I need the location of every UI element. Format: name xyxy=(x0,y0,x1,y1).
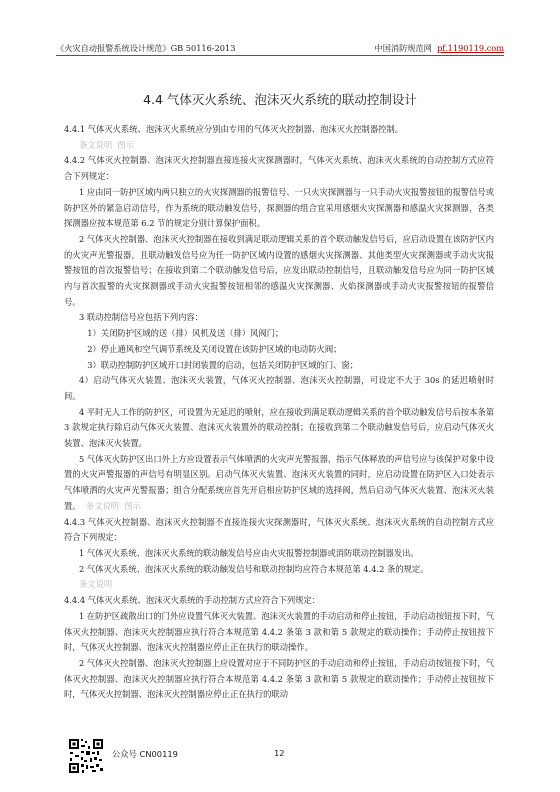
clause-4-4-2-item-1: 1 应由同一防护区域内两只独立的火灾探测器的报警信号、一只火灾探测器与一只手动火灾报警按钮的报警信号或防护区外的紧急启动信号，作为系统的联动触发信号，探测器的组合宜采用感烟火灾探测器和感温火灾探测器，各类探测器应按本规范第 6.2 节的规定分别计算保护面积。 xyxy=(64,186,494,229)
clause-4-4-2-item-3: 3 联动控制信号应包括下列内容： xyxy=(78,312,204,323)
figure-link[interactable]: 图示 xyxy=(124,500,141,511)
page-footer xyxy=(56,738,504,778)
clause-4-4-2-item-3-sub-4: 4）启动气体灭火装置、泡沫灭火装置，气体灭火控制器、泡沫灭火控制器，可设定不大于 30s 的延迟喷射时间。 xyxy=(64,375,494,401)
clause-4-4-1: 4.4.1 气体灭火系统、泡沫灭火系统应分别由专用的气体灭火控制器、泡沫灭火控制器控制。 xyxy=(64,124,404,134)
footer-account: 公众号 CN00119 xyxy=(112,749,178,759)
page-header xyxy=(56,42,504,56)
page-number: 12 xyxy=(274,748,285,758)
clause-links xyxy=(64,138,494,154)
clause-4-4-3-item-2: 2 气体灭火系统、泡沫灭火系统的联动触发信号和联动控制均应符合本规范第 4.4.2 条的规定。 xyxy=(78,563,429,574)
qr-code-icon xyxy=(68,738,104,774)
clause-4-4-2-item-4: 4 平时无人工作的防护区，可设置为无延迟的喷射，应在接收到满足联动逻辑关系的首个联动触发信号后按本条第 3 款规定执行除启动气体灭火装置、泡沫灭火装置外的联动控制；在接收到第二个联动触发信号后，应启动气体灭火装置、泡沫灭火装置。 xyxy=(64,406,494,449)
header-site-name: 中国消防规范网 xyxy=(374,43,432,53)
clause-4-4-4-item-2: 2 气体灭火控制器、泡沫灭火控制器上应设置对应于不同防护区的手动启动和停止按钮，手动启动按钮按下时，气体灭火控制器、泡沫灭火控制器应执行符合本规范第 4.4.2 条第 3 款和第 5 款规定的联动操作；手动停止按钮按下时，气体灭火控制器、泡沫灭火控制器应停止正在执行的联动 xyxy=(64,657,494,700)
clause-4-4-2-item-2: 2 气体灭火控制器、泡沫灭火控制器在接收到满足联动逻辑关系的首个联动触发信号后，应启动设置在该防护区内的火灾声光警报器，且联动触发信号应为任一防护区域内设置的感烟火灾探测器、其他类型火灾探测器或手动火灾报警按钮的首次报警信号；在接收到第二个联动触发信号后，应发出联动控制信号，且联动触发信号应为同一防护区域内与首次报警的火灾探测器或手动火灾报警按钮相邻的感温火灾探测器、火焰探测器或手动火灾报警按钮的报警信号。 xyxy=(64,233,494,307)
text-explain-link[interactable]: 条文说明 xyxy=(78,579,113,590)
figure-link[interactable]: 图示 xyxy=(117,139,135,150)
clause-4-4-2: 4.4.2 气体灭火控制器、泡沫灭火控制器直接连接火灾探测器时，气体灭火系统、泡沫灭火系统的自动控制方式应符合下列规定： xyxy=(64,155,494,182)
header-site-link[interactable]: pf.1190119.com xyxy=(437,43,504,53)
clause-4-4-2-item-5-text: 5 气体灭火防护区出口外上方应设置表示气体喷洒的火灾声光警报器，指示气体释放的声信号应与该保护对象中设置的火灾声警报器的声信号有明显区别。启动气体灭火装置、泡沫灭火装置的同时，应启动设置在防护区入口处表示气体喷洒的火灾声光警报器；组合分配系统应首先开启相应防护区域的选择阀，然后启动气体灭火装置、泡沫灭火装置。 xyxy=(64,453,494,511)
text-explain-link[interactable]: 条文说明 xyxy=(78,139,113,150)
header-site xyxy=(375,42,504,55)
clause-4-4-3-item-1: 1 气体灭火系统、泡沫灭火系统的联动触发信号应由火灾报警控制器或消防联动控制器发出。 xyxy=(78,547,419,558)
clause-4-4-4-item-1: 1 在防护区疏散出口的门外应设置气体灭火装置、泡沫灭火装置的手动启动和停止按钮，手动启动按钮按下时，气体灭火控制器、泡沫灭火控制器应执行符合本规范第 4.4.2 条第 3 款和第 5 款规定的联动操作；手动停止按钮按下时，气体灭火控制器、泡沫灭火控制器应停止正在执行的联动操作。 xyxy=(64,610,494,653)
page-content xyxy=(64,122,494,703)
clause-4-4-2-item-5 xyxy=(64,452,494,515)
header-doc-title: 《火灾自动报警系统设计规范》GB 50116-2013 xyxy=(56,43,236,53)
section-title: 4.4 气体灭火系统、泡沫灭火系统的联动控制设计 xyxy=(143,92,417,107)
text-explain-link[interactable]: 条文说明 xyxy=(85,500,120,511)
clause-4-4-2-item-3-sub-2: 2）停止通风和空气调节系统及关闭设置在该防护区域的电动防火阀； xyxy=(87,343,342,354)
clause-links xyxy=(64,577,494,593)
clause-4-4-2-item-3-sub-3: 3）联动控制防护区域开口封闭装置的启动，包括关闭防护区域的门、窗； xyxy=(87,359,359,370)
clause-4-4-2-item-3-sub-1: 1）关闭防护区域的送（排）风机及送（排）风阀门； xyxy=(87,328,284,339)
clause-4-4-3: 4.4.3 气体灭火控制器、泡沫灭火控制器不直接连接火灾探测器时，气体灭火系统、泡沫灭火系统的自动控制方式应符合下列规定： xyxy=(64,516,494,543)
clause-4-4-4: 4.4.4 气体灭火系统、泡沫灭火系统的手动控制方式应符合下列规定： xyxy=(64,595,321,606)
